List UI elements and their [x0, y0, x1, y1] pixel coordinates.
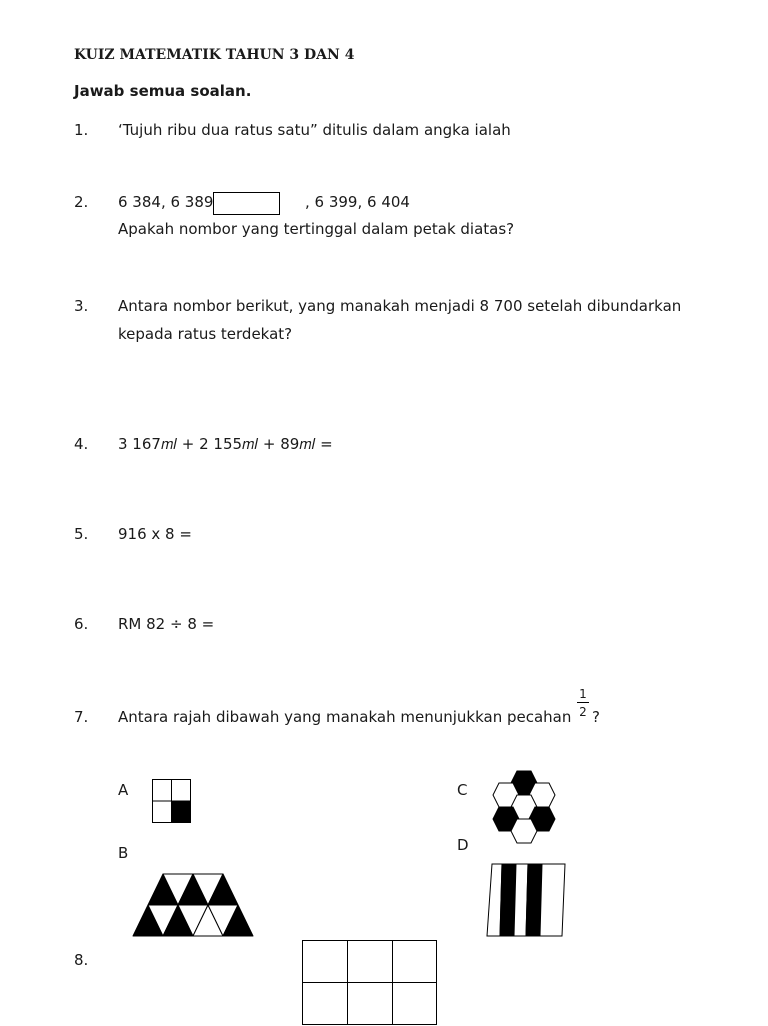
- question-6-number: 6.: [74, 615, 89, 633]
- question-1-text: ‘Tujuh ribu dua ratus satu” ditulis dalam angka ialah: [118, 121, 511, 139]
- question-5-number: 5.: [74, 525, 89, 543]
- question-8-grid-diagram: [302, 940, 438, 1026]
- option-d-label: D: [457, 836, 469, 854]
- question-8-number: 8.: [74, 951, 89, 969]
- instruction-text: Jawab semua soalan.: [74, 82, 252, 100]
- fraction-denominator: 2: [579, 705, 587, 719]
- question-4-number: 4.: [74, 435, 89, 453]
- question-3-text-line2: kepada ratus terdekat?: [118, 325, 293, 343]
- question-2-sequence-start: 6 384, 6 389: [118, 193, 214, 211]
- question-7-number: 7.: [74, 708, 89, 726]
- question-5-text: 916 x 8 =: [118, 525, 192, 543]
- question-1-number: 1.: [74, 121, 89, 139]
- fraction-one-half: [577, 687, 589, 719]
- option-d-diagram: [486, 862, 568, 938]
- quiz-title: KUIZ MATEMATIK TAHUN 3 DAN 4: [74, 47, 355, 63]
- question-2-text: Apakah nombor yang tertinggal dalam petak diatas?: [118, 220, 515, 238]
- question-7-end: ?: [592, 708, 600, 726]
- question-7-text: Antara rajah dibawah yang manakah menunjukkan pecahan: [118, 708, 572, 726]
- question-4-text: 3 167𝑚𝑙 + 2 155𝑚𝑙 + 89𝑚𝑙 =: [118, 435, 333, 453]
- question-3-text-line1: Antara nombor berikut, yang manakah menjadi 8 700 setelah dibundarkan: [118, 297, 682, 315]
- option-c-diagram: [488, 768, 560, 848]
- option-a-label: A: [118, 781, 129, 799]
- fraction-bar: [577, 702, 589, 703]
- question-2-sequence-end: , 6 399, 6 404: [305, 193, 410, 211]
- fraction-numerator: 1: [579, 687, 587, 701]
- question-6-text: RM 82 ÷ 8 =: [118, 615, 215, 633]
- option-c-label: C: [457, 781, 468, 799]
- option-a-diagram: [152, 779, 192, 824]
- question-3-number: 3.: [74, 297, 89, 315]
- option-b-label: B: [118, 844, 129, 862]
- question-2-number: 2.: [74, 193, 89, 211]
- option-b-diagram: [132, 872, 256, 938]
- missing-number-box: [213, 192, 280, 215]
